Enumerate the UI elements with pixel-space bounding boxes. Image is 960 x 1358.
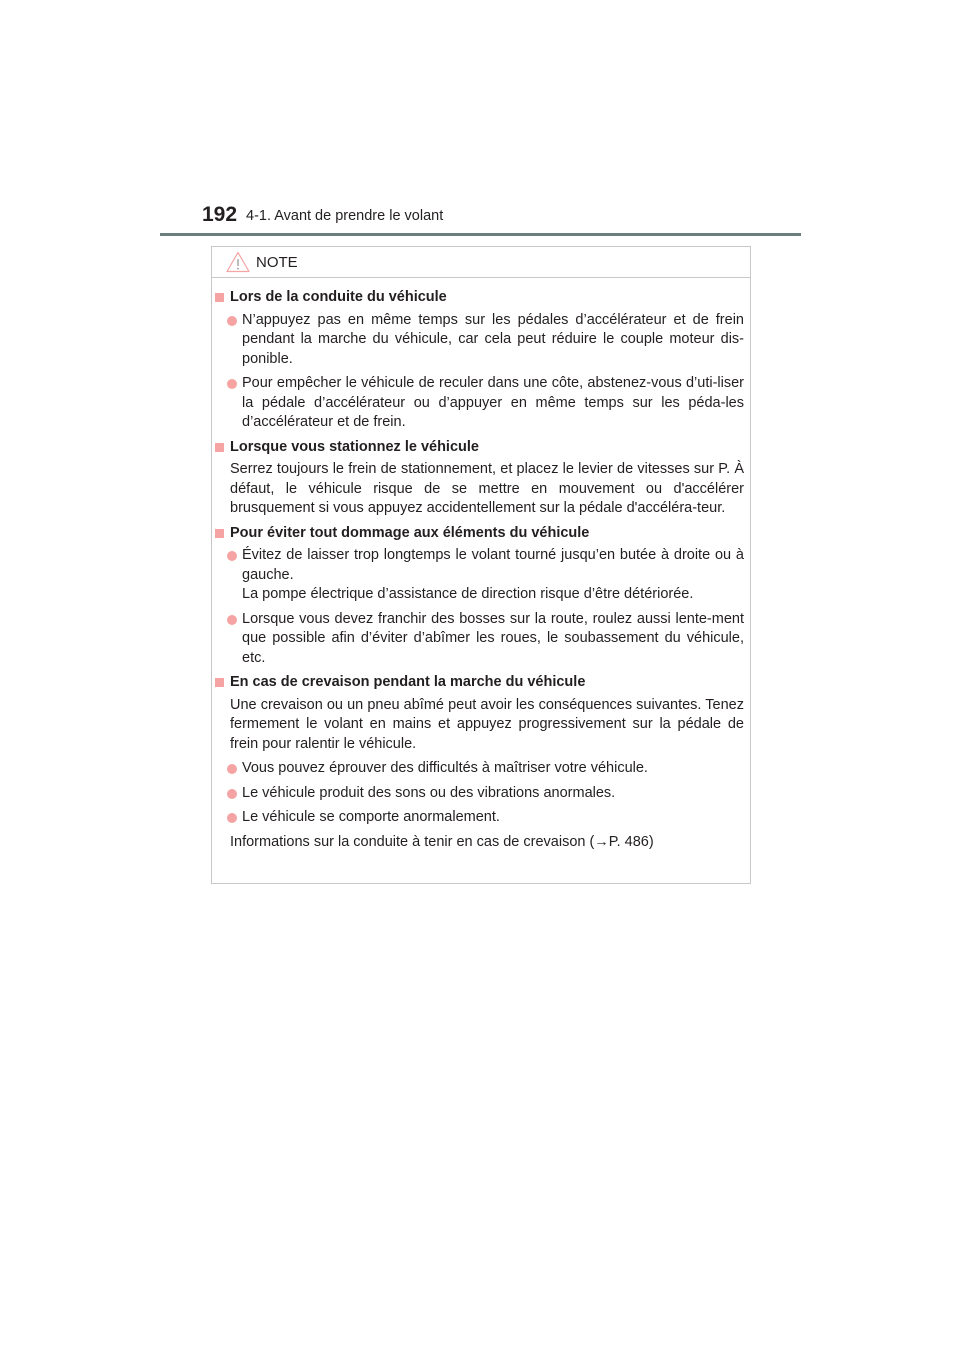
section-paragraph: Serrez toujours le frein de stationnement, et placez le levier de vitesses sur P. À défaut, le véhicule risque de se mettre en mouvement ou d'accélérer brusquement si vous appuyez accidentellement sur la pédale d'accéléra-teur. [230, 461, 744, 516]
section-heading-text: En cas de crevaison pendant la marche du véhicule [230, 674, 586, 690]
section-heading-text: Pour éviter tout dommage aux éléments du véhicule [230, 524, 590, 541]
section-title: 4-1. Avant de prendre le volant [246, 208, 444, 224]
circle-bullet-icon [227, 764, 237, 774]
section-heading [212, 288, 744, 308]
warning-triangle-icon [226, 251, 250, 273]
square-bullet-icon [215, 443, 224, 452]
section-paragraph: Une crevaison ou un pneu abîmé peut avoir les conséquences suivantes. Tenez fermement le volant en mains et appuyez progressivement sur la pédale de frein pour ralentir le véhicule. [230, 696, 744, 752]
section-heading [212, 438, 744, 458]
page-number: 192 [202, 203, 238, 226]
circle-bullet-icon [227, 813, 237, 823]
list-item-text: Pour empêcher le véhicule de reculer dans une côte, abstenez-vous d’uti-liser la pédale d’accélérateur ou d’appuyer en même temps sur les péda-les d’accélérateur et de frein. [242, 375, 744, 430]
note-label: NOTE [256, 254, 298, 271]
section-heading-text: Lorsque vous stationnez le véhicule [230, 438, 479, 455]
note-section-driving [212, 288, 744, 433]
list-item-text: N’appuyez pas en même temps sur les pédales d’accélérateur et de frein pendant la marche du véhicule, car cela peut réduire le couple moteur dis-ponible. [242, 311, 744, 367]
list-item [212, 759, 744, 779]
section-heading [212, 524, 744, 544]
note-header [212, 247, 750, 278]
list-item-text: Vous pouvez éprouver des difficultés à maîtriser votre véhicule. [242, 760, 648, 776]
circle-bullet-icon [227, 551, 237, 561]
note-body [212, 288, 744, 857]
header-divider [160, 233, 801, 236]
square-bullet-icon [215, 529, 224, 538]
note-box [211, 246, 751, 884]
note-section-damage [212, 524, 744, 669]
list-item-text: Le véhicule produit des sons ou des vibrations anormales. [242, 784, 616, 801]
list-item [212, 546, 744, 605]
list-item-text: Lorsque vous devez franchir des bosses sur la route, roulez aussi lente-ment que possible afin d’éviter d’abîmer les roues, le soubassement du véhicule, etc. [242, 610, 744, 666]
note-section-puncture [212, 673, 744, 852]
list-item-text: Le véhicule se comporte anormalement. [242, 809, 500, 825]
note-section-parking [212, 438, 744, 519]
cross-reference: Informations sur la conduite à tenir en cas de crevaison (→P. 486) [230, 833, 654, 850]
square-bullet-icon [215, 293, 224, 302]
list-item [212, 784, 744, 804]
list-item [212, 610, 744, 669]
circle-bullet-icon [227, 316, 237, 326]
list-item [212, 808, 744, 828]
list-item-text: Évitez de laisser trop longtemps le volant tourné jusqu’en butée à droite ou à gauche. [242, 547, 744, 583]
circle-bullet-icon [227, 379, 237, 389]
list-item-subtext: La pompe électrique d’assistance de direction risque d’être détériorée. [242, 586, 694, 602]
circle-bullet-icon [227, 615, 237, 625]
list-item [212, 311, 744, 370]
section-heading [212, 673, 744, 693]
list-item [212, 374, 744, 433]
circle-bullet-icon [227, 789, 237, 799]
section-heading-text: Lors de la conduite du véhicule [230, 289, 447, 305]
square-bullet-icon [215, 678, 224, 687]
